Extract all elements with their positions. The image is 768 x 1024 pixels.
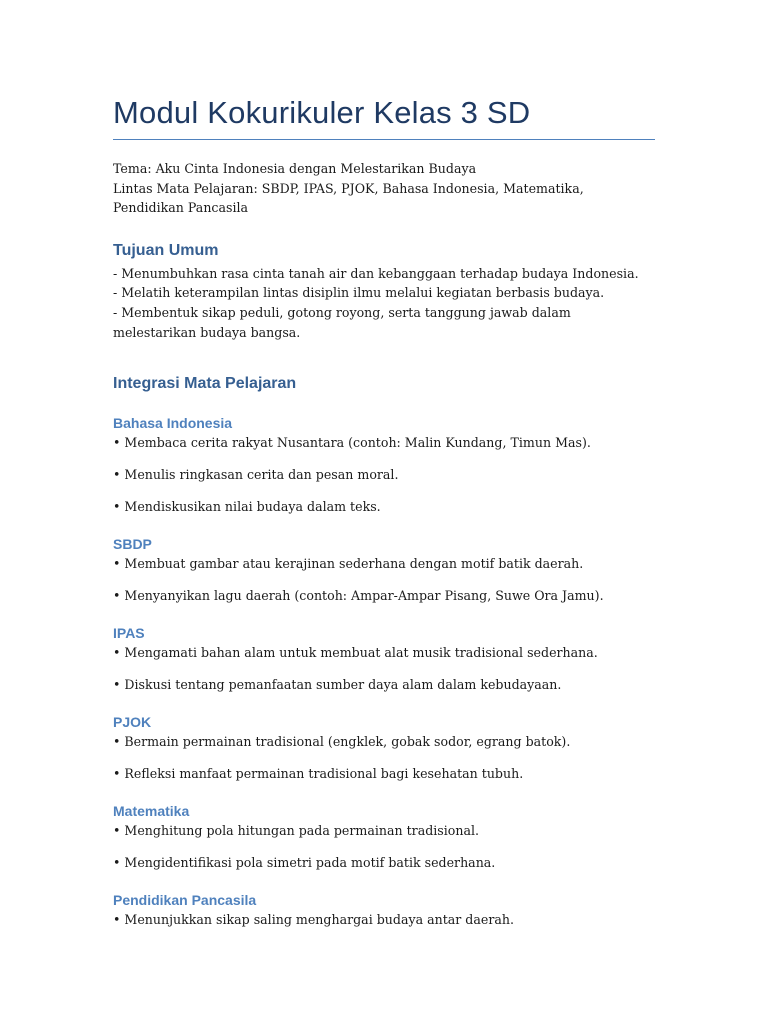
- subject-heading: Matematika: [113, 803, 190, 820]
- subject-items: [113, 733, 655, 783]
- tujuan-item: - Menumbuhkan rasa cinta tanah air dan kebanggaan terhadap budaya Indonesia.: [113, 265, 639, 281]
- subject-heading: IPAS: [113, 625, 145, 642]
- subject-item: • Diskusi tentang pemanfaatan sumber daya alam dalam kebudayaan.: [113, 677, 562, 693]
- subject-item: • Membuat gambar atau kerajinan sederhana dengan motif batik daerah.: [113, 556, 584, 572]
- subject-items: [113, 911, 655, 929]
- subject-heading: Pendidikan Pancasila: [113, 892, 257, 909]
- subject-items: [113, 555, 655, 605]
- subject-section: [113, 414, 655, 516]
- document-title: Modul Kokurikuler Kelas 3 SD: [113, 95, 655, 140]
- subject-item: • Menunjukkan sikap saling menghargai budaya antar daerah.: [113, 912, 514, 928]
- subject-list: [113, 414, 655, 929]
- subject-heading: SBDP: [113, 536, 152, 553]
- document-meta: [113, 159, 655, 218]
- tema-line: Tema: Aku Cinta Indonesia dengan Melestarikan Budaya: [113, 161, 477, 176]
- subject-items: [113, 822, 655, 872]
- subject-section: [113, 624, 655, 694]
- subject-item: • Membaca cerita rakyat Nusantara (contoh: Malin Kundang, Timun Mas).: [113, 435, 591, 451]
- tujuan-item: - Melatih keterampilan lintas disiplin ilmu melalui kegiatan berbasis budaya.: [113, 285, 605, 301]
- subject-heading: Bahasa Indonesia: [113, 415, 233, 432]
- subject-item: • Mengamati bahan alam untuk membuat alat musik tradisional sederhana.: [113, 645, 598, 661]
- subject-section: [113, 891, 655, 929]
- lintas-line: Lintas Mata Pelajaran: SBDP, IPAS, PJOK, Bahasa Indonesia, Matematika, Pendidikan Pancasila: [113, 180, 584, 216]
- subject-heading: PJOK: [113, 714, 152, 731]
- subject-items: [113, 644, 655, 694]
- subject-items: [113, 434, 655, 516]
- subject-item: • Refleksi manfaat permainan tradisional bagi kesehatan tubuh.: [113, 766, 524, 782]
- subject-section: [113, 802, 655, 872]
- tujuan-item: - Membentuk sikap peduli, gotong royong, serta tanggung jawab dalam melestarikan budaya bangsa.: [113, 304, 571, 340]
- subject-section: [113, 535, 655, 605]
- subject-section: [113, 713, 655, 783]
- tujuan-list: [113, 264, 655, 342]
- subject-item: • Bermain permainan tradisional (engklek, gobak sodor, egrang batok).: [113, 734, 571, 750]
- integrasi-heading: Integrasi Mata Pelajaran: [113, 375, 297, 393]
- tujuan-heading: Tujuan Umum: [113, 241, 219, 259]
- subject-item: • Menulis ringkasan cerita dan pesan moral.: [113, 467, 399, 483]
- document-page: [113, 95, 655, 929]
- subject-item: • Menghitung pola hitungan pada permainan tradisional.: [113, 823, 480, 839]
- subject-item: • Mendiskusikan nilai budaya dalam teks.: [113, 499, 381, 515]
- subject-item: • Menyanyikan lagu daerah (contoh: Ampar-Ampar Pisang, Suwe Ora Jamu).: [113, 588, 604, 604]
- subject-item: • Mengidentifikasi pola simetri pada motif batik sederhana.: [113, 855, 496, 871]
